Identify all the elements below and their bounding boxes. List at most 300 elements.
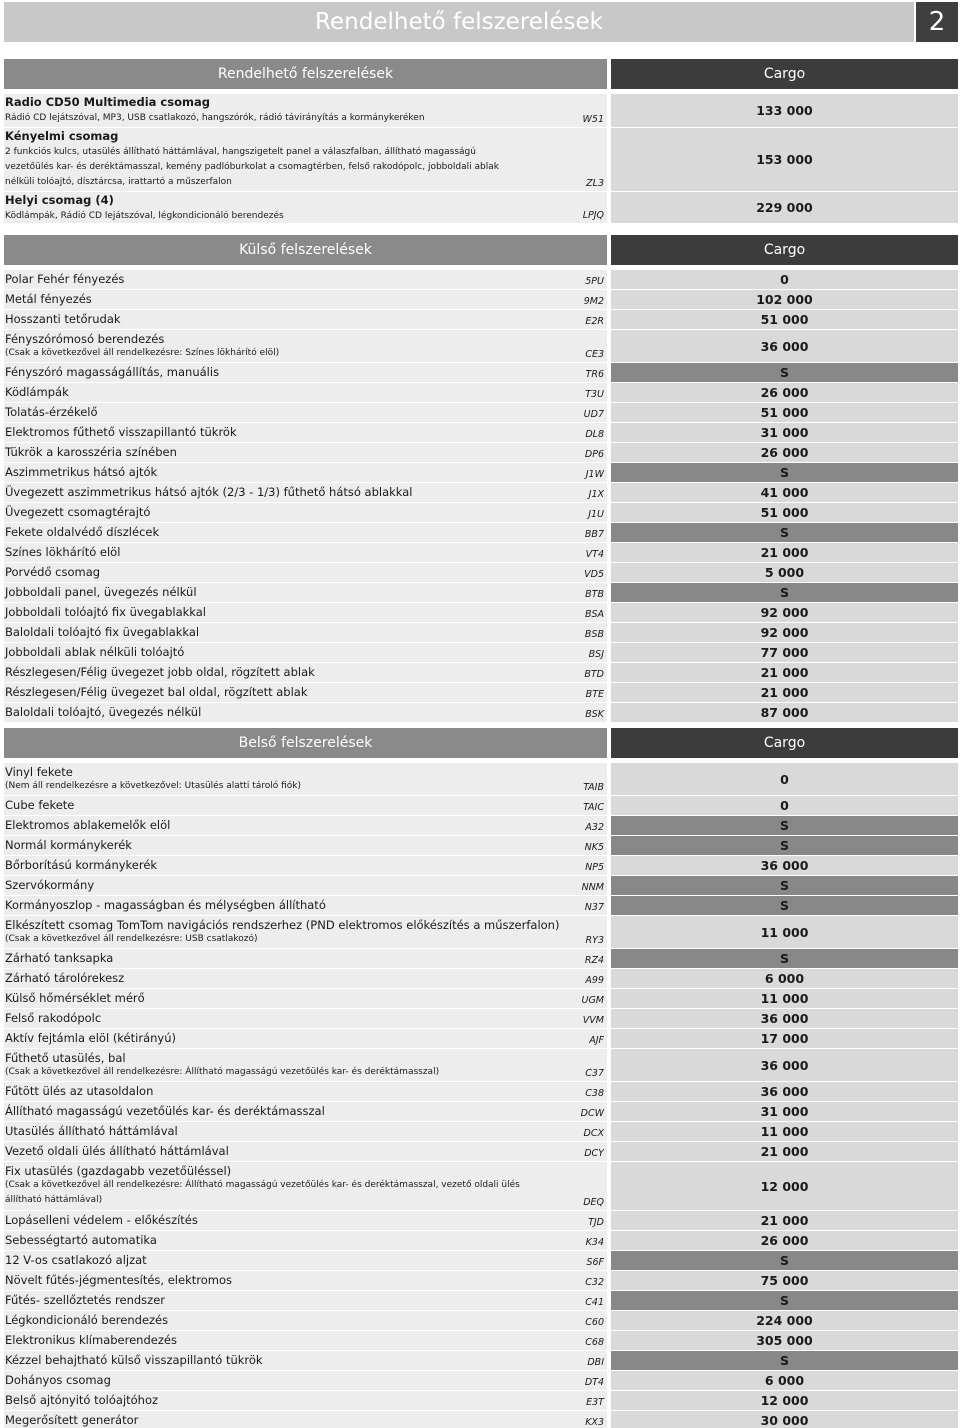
item-name: Fűtés- szellőztetés rendszer — [5, 1293, 166, 1307]
price-cell: S — [611, 463, 958, 482]
row-description-cell — [4, 523, 607, 542]
price-cell: 92 000 — [611, 623, 958, 642]
row-description-cell — [4, 1411, 607, 1428]
price-cell: 36 000 — [611, 1009, 958, 1028]
item-name: Tükrök a karosszéria színében — [5, 445, 177, 459]
price-cell: S — [611, 836, 958, 855]
price-cell: 153 000 — [611, 128, 958, 191]
option-code: TAIC — [583, 802, 604, 813]
table-row — [4, 563, 958, 583]
item-name: Felső rakodópolc — [5, 1011, 102, 1025]
item-name: Utasülés állítható háttámlával — [5, 1124, 178, 1138]
section-title: Külső felszerelések — [4, 235, 607, 265]
option-code: RY3 — [585, 935, 604, 946]
option-code: DL8 — [585, 429, 604, 440]
table-row — [4, 1142, 958, 1162]
row-description-cell — [4, 483, 607, 502]
row-description-cell — [4, 1009, 607, 1028]
table-row — [4, 1331, 958, 1351]
table-row — [4, 1251, 958, 1271]
option-code: DEQ — [583, 1197, 604, 1208]
row-description-cell — [4, 1291, 607, 1310]
column-header-cargo: Cargo — [611, 728, 958, 758]
table-row — [4, 1411, 958, 1428]
item-name: Lopáselleni védelem - előkészítés — [5, 1213, 198, 1227]
item-name: Jobboldali tolóajtó fix üvegablakkal — [5, 605, 206, 619]
item-name: Elektromos ablakemelők elöl — [5, 818, 171, 832]
item-name: Normál kormánykerék — [5, 838, 132, 852]
option-code: TAIB — [583, 782, 604, 793]
section-header — [4, 235, 958, 265]
row-description-cell — [4, 330, 607, 362]
item-name: Elektronikus klímaberendezés — [5, 1333, 177, 1347]
option-code: TJD — [588, 1217, 604, 1228]
item-name: Légkondicionáló berendezés — [5, 1313, 169, 1327]
row-description-cell — [4, 1371, 607, 1390]
row-description-cell — [4, 1049, 607, 1081]
table-row — [4, 1351, 958, 1371]
table-row — [4, 796, 958, 816]
price-cell: 92 000 — [611, 603, 958, 622]
option-code: AJF — [589, 1035, 604, 1046]
table-row — [4, 1082, 958, 1102]
table-row — [4, 523, 958, 543]
price-cell: 5 000 — [611, 563, 958, 582]
item-name: Jobboldali ablak nélküli tolóajtó — [5, 645, 185, 659]
item-name: Radio CD50 Multimedia csomag — [5, 95, 210, 109]
option-code: NK5 — [584, 842, 604, 853]
table-row — [4, 1231, 958, 1251]
item-name: Bőrborítású kormánykerék — [5, 858, 158, 872]
price-cell: S — [611, 896, 958, 915]
section-title: Belső felszerelések — [4, 728, 607, 758]
option-code: NNM — [581, 882, 604, 893]
item-note: (Csak a következővel áll rendelkezésre: Állítható magasságú vezetőülés kar- és deréktámasszal, vezető oldali ülés — [5, 1180, 520, 1190]
option-code: DP6 — [584, 449, 604, 460]
item-name: Ködlámpák — [5, 385, 69, 399]
option-code: E3T — [586, 1397, 604, 1408]
item-name: Aszimmetrikus hátsó ajtók — [5, 465, 158, 479]
item-name: Fényszórómosó berendezés — [5, 332, 165, 346]
table-row — [4, 423, 958, 443]
item-name: Kormányoszlop - magasságban és mélységben állítható — [5, 898, 326, 912]
row-description-cell — [4, 1029, 607, 1048]
row-description-cell — [4, 443, 607, 462]
section-1 — [4, 235, 958, 723]
item-name: Elkészített csomag TomTom navigációs rendszerhez (PND elektromos előkészítés a műszerfalon) — [5, 918, 560, 932]
table-row — [4, 763, 958, 796]
table-row — [4, 483, 958, 503]
table-row — [4, 989, 958, 1009]
option-code: BTE — [585, 689, 604, 700]
item-name: Dohányos csomag — [5, 1373, 111, 1387]
item-name: Hosszanti tetőrudak — [5, 312, 121, 326]
item-name: Szervókormány — [5, 878, 95, 892]
option-code: BB7 — [584, 529, 604, 540]
table-row — [4, 403, 958, 423]
item-name: Porvédő csomag — [5, 565, 101, 579]
option-code: J1X — [588, 489, 604, 500]
option-code: BSB — [584, 629, 604, 640]
table-row — [4, 916, 958, 949]
price-cell: 31 000 — [611, 423, 958, 442]
section-header — [4, 59, 958, 89]
option-code: C37 — [585, 1068, 604, 1079]
table-row — [4, 270, 958, 290]
option-code: K34 — [585, 1237, 604, 1248]
table-row — [4, 949, 958, 969]
option-code: C68 — [585, 1337, 604, 1348]
item-name: Elektromos fűthető visszapillantó tükrök — [5, 425, 237, 439]
item-name: Zárható tanksapka — [5, 951, 114, 965]
option-code: 9M2 — [583, 296, 604, 307]
table-row — [4, 383, 958, 403]
price-cell: 12 000 — [611, 1391, 958, 1410]
item-name: 12 V-os csatlakozó aljzat — [5, 1253, 147, 1267]
table-row — [4, 603, 958, 623]
row-description-cell — [4, 503, 607, 522]
option-code: T3U — [585, 389, 604, 400]
price-cell: 0 — [611, 763, 958, 795]
item-note: Rádió CD lejátszóval, MP3, USB csatlakozó, hangszórók, rádió távirányítás a kormánykeréken — [5, 113, 425, 123]
row-description-cell — [4, 683, 607, 702]
item-name: Kényelmi csomag — [5, 129, 119, 143]
row-description-cell — [4, 363, 607, 382]
item-name: Jobboldali panel, üvegezés nélkül — [5, 585, 197, 599]
price-cell: 26 000 — [611, 443, 958, 462]
item-name: Helyi csomag (4) — [5, 193, 114, 207]
item-note: nélküli tolóajtó, dísztárcsa, irattartó a műszerfalon — [5, 177, 232, 187]
item-name: Cube fekete — [5, 798, 75, 812]
table-row — [4, 192, 958, 224]
price-cell: 17 000 — [611, 1029, 958, 1048]
table-row — [4, 1311, 958, 1331]
row-description-cell — [4, 836, 607, 855]
item-name: Megerősített generátor — [5, 1413, 139, 1427]
table-row — [4, 1211, 958, 1231]
row-description-cell — [4, 94, 607, 127]
option-code: BSA — [584, 609, 604, 620]
option-code: VVM — [582, 1015, 604, 1026]
row-description-cell — [4, 383, 607, 402]
row-description-cell — [4, 1251, 607, 1270]
table-row — [4, 310, 958, 330]
section-title: Rendelhető felszerelések — [4, 59, 607, 89]
price-cell: 11 000 — [611, 989, 958, 1008]
option-code: TR6 — [585, 369, 604, 380]
row-description-cell — [4, 1351, 607, 1370]
item-note: 2 funkciós kulcs, utasülés állítható háttámlával, hangszigetelt panel a válaszfalban, állítható magasságú — [5, 147, 476, 157]
item-name: Vezető oldali ülés állítható háttámlával — [5, 1144, 229, 1158]
option-code: UGM — [581, 995, 604, 1006]
row-description-cell — [4, 623, 607, 642]
option-code: DCY — [584, 1148, 604, 1159]
section-header — [4, 728, 958, 758]
row-description-cell — [4, 270, 607, 289]
item-note: (Csak a következővel áll rendelkezésre: Állítható magasságú vezetőülés kar- és deréktámasszal) — [5, 1067, 440, 1077]
price-cell: 21 000 — [611, 683, 958, 702]
option-code: C38 — [585, 1088, 604, 1099]
price-cell: 11 000 — [611, 916, 958, 948]
row-description-cell — [4, 703, 607, 722]
table-row — [4, 443, 958, 463]
page-title: Rendelhető felszerelések — [315, 9, 603, 35]
option-code: S6F — [586, 1257, 604, 1268]
row-description-cell — [4, 1142, 607, 1161]
option-code: W51 — [582, 114, 604, 125]
option-code: A99 — [585, 975, 604, 986]
row-description-cell — [4, 896, 607, 915]
option-code: E2R — [585, 316, 604, 327]
option-code: NP5 — [585, 862, 604, 873]
option-code: A32 — [585, 822, 604, 833]
row-description-cell — [4, 1271, 607, 1290]
row-description-cell — [4, 583, 607, 602]
item-name: Üvegezett csomagtérajtó — [5, 505, 151, 519]
price-cell: 0 — [611, 270, 958, 289]
row-description-cell — [4, 763, 607, 795]
table-row — [4, 1391, 958, 1411]
item-name: Fekete oldalvédő díszlécek — [5, 525, 160, 539]
item-name: Külső hőmérséklet mérő — [5, 991, 145, 1005]
item-name: Részlegesen/Félig üvegezet bal oldal, rögzített ablak — [5, 685, 308, 699]
item-name: Baloldali tolóajtó fix üvegablakkal — [5, 625, 200, 639]
row-description-cell — [4, 1231, 607, 1250]
table-row — [4, 856, 958, 876]
price-cell: S — [611, 1351, 958, 1370]
table-row — [4, 1271, 958, 1291]
row-description-cell — [4, 192, 607, 223]
price-cell: 26 000 — [611, 383, 958, 402]
page-header — [4, 2, 914, 42]
price-cell: S — [611, 523, 958, 542]
option-code: BTB — [585, 589, 604, 600]
row-description-cell — [4, 643, 607, 662]
table-row — [4, 969, 958, 989]
table-row — [4, 583, 958, 603]
row-description-cell — [4, 916, 607, 948]
column-header-cargo: Cargo — [611, 235, 958, 265]
price-cell: 36 000 — [611, 330, 958, 362]
item-name: Színes lökhárító elöl — [5, 545, 121, 559]
table-row — [4, 1029, 958, 1049]
item-name: Metál fényezés — [5, 292, 92, 306]
option-code: DBI — [587, 1357, 604, 1368]
option-code: DCX — [583, 1128, 604, 1139]
item-name: Sebességtartó automatika — [5, 1233, 157, 1247]
price-cell: 21 000 — [611, 1211, 958, 1230]
table-row — [4, 643, 958, 663]
option-code: BSK — [585, 709, 604, 720]
item-name: Tolatás-érzékelő — [5, 405, 98, 419]
row-description-cell — [4, 796, 607, 815]
table-row — [4, 503, 958, 523]
option-code: VD5 — [584, 569, 604, 580]
item-name: Aktív fejtámla elöl (kétirányú) — [5, 1031, 176, 1045]
price-cell: 21 000 — [611, 663, 958, 682]
table-row — [4, 1162, 958, 1211]
item-name: Zárható tárolórekesz — [5, 971, 125, 985]
item-note: (Nem áll rendelkezésre a következővel: Utasülés alatti tároló fiók) — [5, 781, 302, 791]
price-cell: S — [611, 816, 958, 835]
option-code: J1W — [585, 469, 604, 480]
row-description-cell — [4, 1311, 607, 1330]
item-note: állítható háttámlával) — [5, 1195, 103, 1205]
price-cell: 6 000 — [611, 969, 958, 988]
option-code: C41 — [585, 1297, 604, 1308]
price-cell: 51 000 — [611, 503, 958, 522]
table-row — [4, 363, 958, 383]
price-cell: 30 000 — [611, 1411, 958, 1428]
price-cell: 224 000 — [611, 1311, 958, 1330]
option-code: BTD — [584, 669, 604, 680]
price-cell: S — [611, 1291, 958, 1310]
price-cell: 12 000 — [611, 1162, 958, 1210]
table-row — [4, 1102, 958, 1122]
row-description-cell — [4, 856, 607, 875]
table-row — [4, 896, 958, 916]
item-name: Fix utasülés (gazdagabb vezetőüléssel) — [5, 1164, 232, 1178]
page-number: 2 — [916, 2, 958, 42]
table-row — [4, 836, 958, 856]
price-cell: 31 000 — [611, 1102, 958, 1121]
option-code: BSJ — [588, 649, 604, 660]
price-cell: 36 000 — [611, 856, 958, 875]
column-header-cargo: Cargo — [611, 59, 958, 89]
row-description-cell — [4, 543, 607, 562]
price-cell: 26 000 — [611, 1231, 958, 1250]
option-code: J1U — [588, 509, 604, 520]
table-row — [4, 94, 958, 128]
price-cell: 36 000 — [611, 1082, 958, 1101]
table-row — [4, 128, 958, 192]
item-note: (Csak a következővel áll rendelkezésre: Színes lökhárító elöl) — [5, 348, 280, 358]
item-name: Növelt fűtés-jégmentesítés, elektromos — [5, 1273, 232, 1287]
price-cell: 229 000 — [611, 192, 958, 223]
option-code: VT4 — [585, 549, 604, 560]
row-description-cell — [4, 1102, 607, 1121]
option-code: ZL3 — [586, 178, 604, 189]
option-code: C60 — [585, 1317, 604, 1328]
option-code: N37 — [584, 902, 604, 913]
row-description-cell — [4, 1082, 607, 1101]
item-name: Állítható magasságú vezetőülés kar- és deréktámasszal — [5, 1104, 325, 1118]
option-code: DT4 — [584, 1377, 604, 1388]
price-cell: S — [611, 876, 958, 895]
table-row — [4, 816, 958, 836]
price-cell: 87 000 — [611, 703, 958, 722]
option-code: KX3 — [585, 1417, 604, 1428]
row-description-cell — [4, 463, 607, 482]
row-description-cell — [4, 1391, 607, 1410]
row-description-cell — [4, 816, 607, 835]
item-name: Baloldali tolóajtó, üvegezés nélkül — [5, 705, 202, 719]
row-description-cell — [4, 1122, 607, 1141]
item-name: Polar Fehér fényezés — [5, 272, 125, 286]
item-note: Ködlámpák, Rádió CD lejátszóval, légkondicionáló berendezés — [5, 211, 284, 221]
row-description-cell — [4, 423, 607, 442]
row-description-cell — [4, 128, 607, 191]
price-cell: 6 000 — [611, 1371, 958, 1390]
item-name: Vinyl fekete — [5, 765, 73, 779]
option-code: 5PU — [585, 276, 604, 287]
row-description-cell — [4, 1331, 607, 1350]
option-code: LPJQ — [582, 210, 604, 221]
price-cell: 305 000 — [611, 1331, 958, 1350]
row-description-cell — [4, 969, 607, 988]
table-row — [4, 623, 958, 643]
row-description-cell — [4, 876, 607, 895]
row-description-cell — [4, 563, 607, 582]
price-cell: 51 000 — [611, 310, 958, 329]
table-row — [4, 703, 958, 723]
table-row — [4, 290, 958, 310]
table-row — [4, 1291, 958, 1311]
price-cell: 133 000 — [611, 94, 958, 127]
row-description-cell — [4, 403, 607, 422]
option-code: C32 — [585, 1277, 604, 1288]
table-row — [4, 1049, 958, 1082]
price-cell: 21 000 — [611, 1142, 958, 1161]
table-row — [4, 1371, 958, 1391]
table-row — [4, 1122, 958, 1142]
price-cell: 102 000 — [611, 290, 958, 309]
row-description-cell — [4, 290, 607, 309]
price-cell: 75 000 — [611, 1271, 958, 1290]
item-name: Fűtött ülés az utasoldalon — [5, 1084, 154, 1098]
item-note: vezetőülés kar- és deréktámasszal, kemény padlóburkolat a csomagtérben, felső rakodópolc, jobboldali ablak — [5, 162, 499, 172]
table-row — [4, 543, 958, 563]
table-row — [4, 663, 958, 683]
price-cell: 41 000 — [611, 483, 958, 502]
row-description-cell — [4, 310, 607, 329]
row-description-cell — [4, 1162, 607, 1210]
item-name: Kézzel behajtható külső visszapillantó tükrök — [5, 1353, 263, 1367]
option-code: UD7 — [583, 409, 604, 420]
item-name: Részlegesen/Félig üvegezet jobb oldal, rögzített ablak — [5, 665, 315, 679]
section-0 — [4, 59, 958, 224]
item-name: Fényszóró magasságállítás, manuális — [5, 365, 220, 379]
price-cell: S — [611, 1251, 958, 1270]
table-row — [4, 463, 958, 483]
option-code: RZ4 — [584, 955, 604, 966]
table-row — [4, 683, 958, 703]
price-cell: S — [611, 363, 958, 382]
price-cell: S — [611, 583, 958, 602]
row-description-cell — [4, 949, 607, 968]
price-cell: 51 000 — [611, 403, 958, 422]
price-cell: 77 000 — [611, 643, 958, 662]
table-row — [4, 876, 958, 896]
section-2 — [4, 728, 958, 1428]
item-name: Fűthető utasülés, bal — [5, 1051, 126, 1065]
row-description-cell — [4, 663, 607, 682]
option-code: CE3 — [585, 349, 604, 360]
price-cell: S — [611, 949, 958, 968]
option-code: DCW — [580, 1108, 604, 1119]
item-name: Üvegezett aszimmetrikus hátsó ajtók (2/3 - 1/3) fűthető hátsó ablakkal — [5, 485, 413, 499]
price-cell: 36 000 — [611, 1049, 958, 1081]
table-row — [4, 1009, 958, 1029]
item-name: Belső ajtónyitó tolóajtóhoz — [5, 1393, 159, 1407]
price-cell: 21 000 — [611, 543, 958, 562]
price-cell: 11 000 — [611, 1122, 958, 1141]
row-description-cell — [4, 1211, 607, 1230]
table-row — [4, 330, 958, 363]
item-note: (Csak a következővel áll rendelkezésre: USB csatlakozó) — [5, 934, 258, 944]
price-cell: 0 — [611, 796, 958, 815]
row-description-cell — [4, 603, 607, 622]
